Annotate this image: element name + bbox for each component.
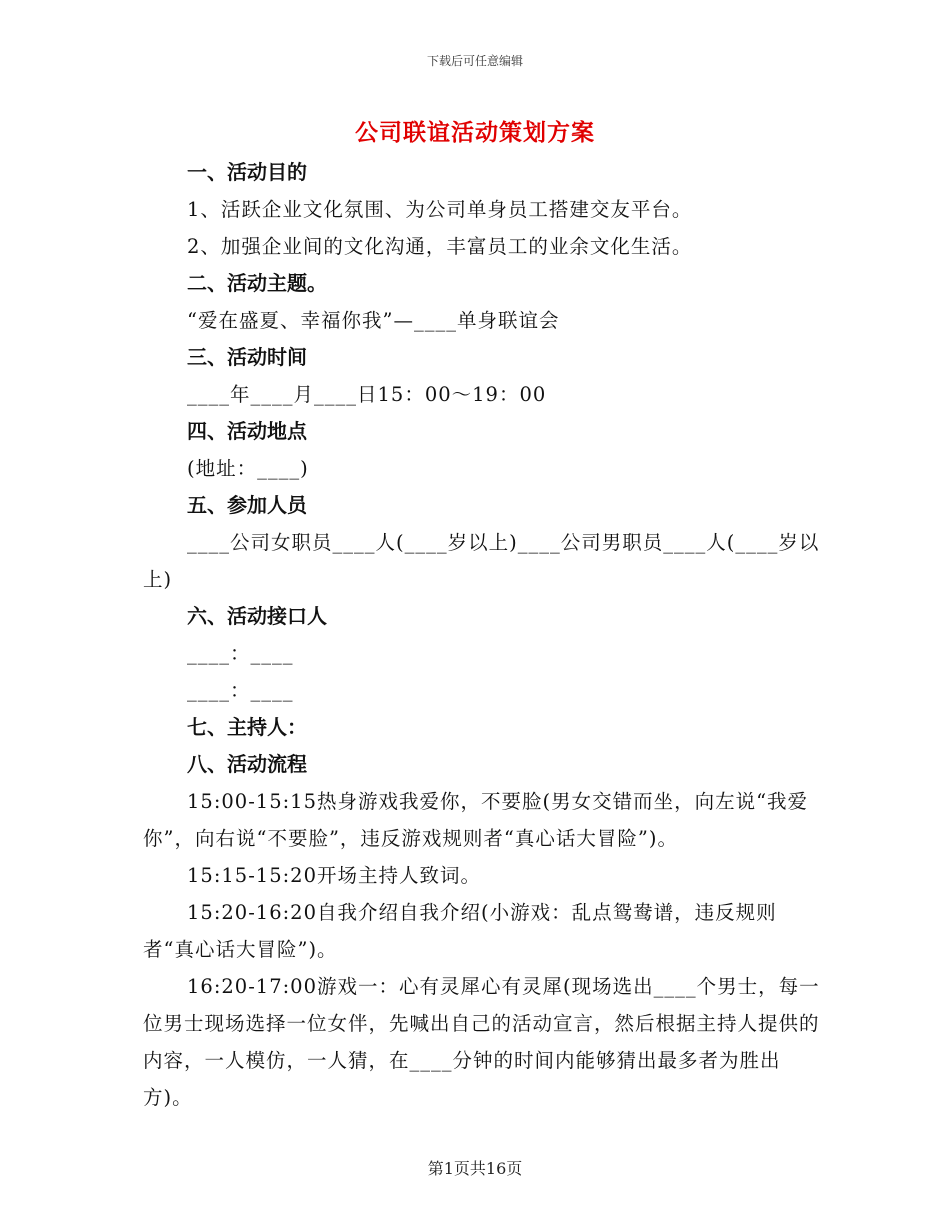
document-title: 公司联谊活动策划方案 [355, 119, 595, 146]
section-heading-theme: 二、活动主题。 [187, 271, 327, 295]
schedule-item-2: 15:15-15:20开场主持人致词。 [187, 864, 481, 887]
location-text: (地址：____) [187, 457, 309, 480]
section-heading-purpose: 一、活动目的 [187, 160, 307, 184]
section-heading-schedule: 八、活动流程 [187, 752, 307, 776]
time-text: ____年____月____日15：00～19：00 [187, 383, 547, 406]
page-header-note: 下载后可任意编辑 [426, 54, 523, 68]
section-heading-contacts: 六、活动接口人 [187, 604, 327, 628]
schedule-item-1: 15:00-15:15热身游戏我爱你，不要脸(男女交错而坐，向左说“我爱你”，向右说“不要脸”，违反游戏规则者“真心话大冒险”)。 [143, 790, 809, 850]
contact-line-2: ____：____ [187, 679, 294, 702]
page-number-footer: 第1页共16页 [427, 1159, 523, 1178]
purpose-item-2: 2、加强企业间的文化沟通，丰富员工的业余文化生活。 [187, 235, 693, 258]
participants-text: ____公司女职员____人(____岁以上)____公司男职员____人(____岁以上) [143, 531, 820, 591]
contact-line-1: ____：____ [187, 642, 294, 665]
document-body [143, 154, 823, 1116]
section-heading-location: 四、活动地点 [187, 419, 307, 443]
schedule-item-3: 15:20-16:20自我介绍自我介绍(小游戏：乱点鸳鸯谱，违反规则者“真心话大冒险”)。 [143, 901, 777, 961]
section-heading-time: 三、活动时间 [187, 345, 307, 369]
theme-text: “爱在盛夏、幸福你我”—____单身联谊会 [187, 309, 560, 332]
section-heading-host: 七、主持人： [187, 715, 307, 739]
schedule-item-4: 16:20-17:00游戏一：心有灵犀心有灵犀(现场选出____个男士，每一位男士现场选择一位女伴，先喊出自己的活动宣言，然后根据主持人提供的内容，一人模仿，一人猜，在____分钟的时间内能够猜出最多者为胜出方)。 [143, 975, 820, 1109]
purpose-item-1: 1、活跃企业文化氛围、为公司单身员工搭建交友平台。 [187, 198, 693, 221]
section-heading-participants: 五、参加人员 [187, 493, 307, 517]
